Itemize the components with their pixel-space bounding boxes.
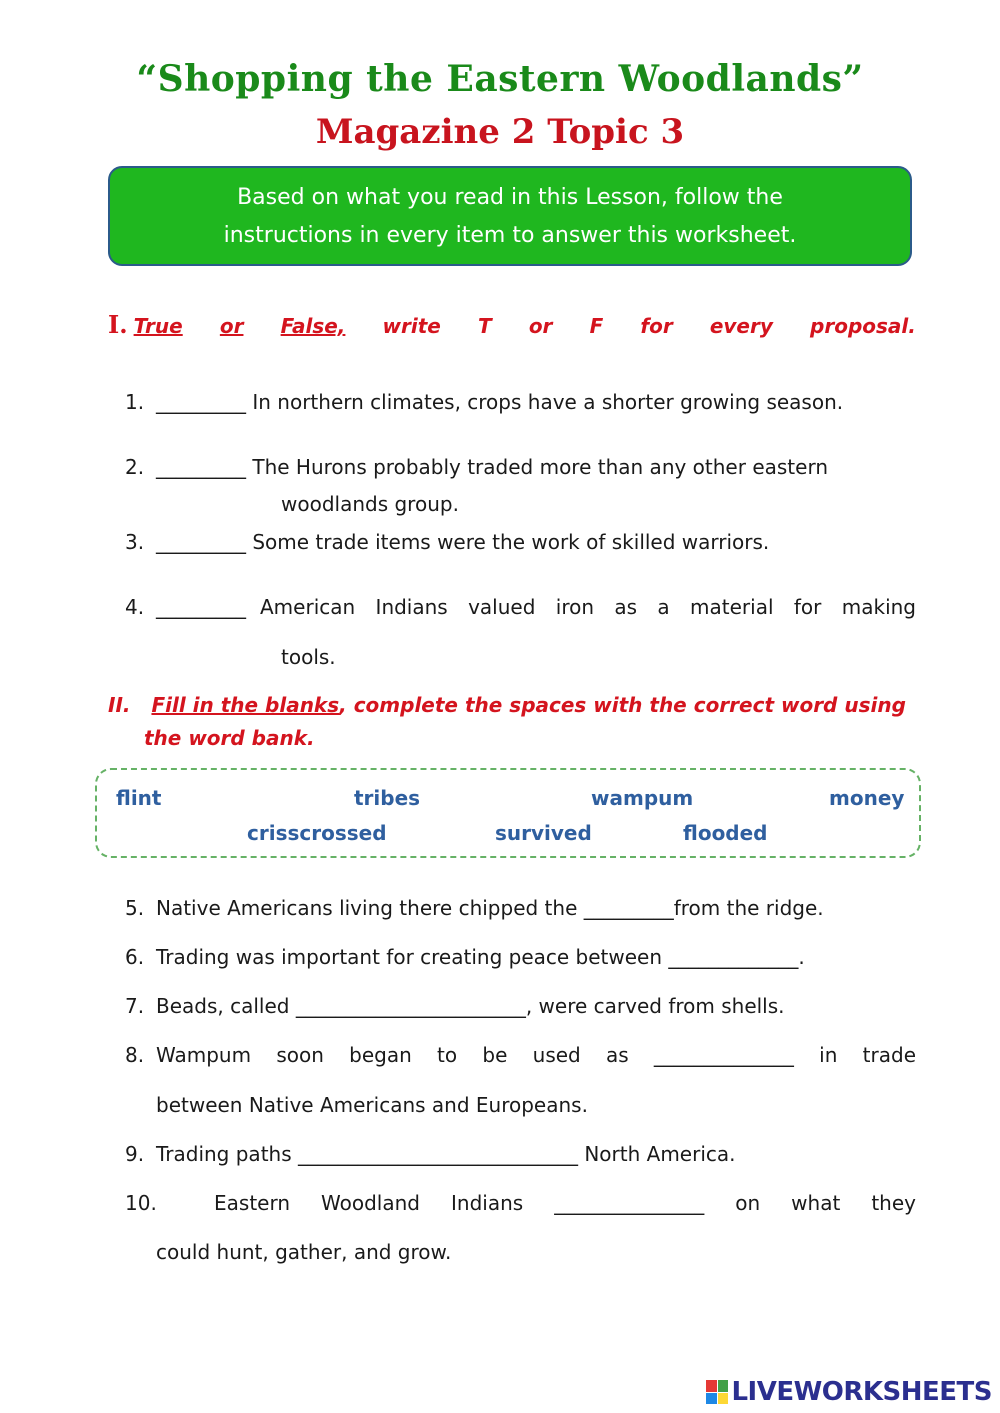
section-1-numeral: I. bbox=[108, 310, 128, 339]
instructions-box bbox=[108, 166, 912, 266]
answer-blank[interactable]: _________ bbox=[156, 530, 246, 554]
section-2-heading-line-2: the word bank. bbox=[144, 726, 315, 750]
section-1-word: F bbox=[589, 314, 604, 338]
word-bank-word: crisscrossed bbox=[247, 821, 387, 845]
section-2-heading bbox=[108, 693, 916, 717]
item-text-continued: between Native Americans and Europeans. bbox=[156, 1093, 588, 1117]
item-text-continued: tools. bbox=[281, 645, 336, 669]
item-number: 8. bbox=[125, 1043, 145, 1067]
logo-icon bbox=[706, 1380, 728, 1404]
item-text: In northern climates, crops have a shorter growing season. bbox=[252, 390, 844, 414]
item-text[interactable]: Trading was important for creating peace between _____________. bbox=[156, 945, 805, 969]
section-1-word: proposal. bbox=[810, 314, 916, 338]
section-2-numeral: II. bbox=[108, 693, 131, 717]
section-1-word: write bbox=[382, 314, 441, 338]
item-number: 1. bbox=[125, 390, 145, 414]
word-bank-word: tribes bbox=[354, 786, 421, 810]
word-bank-word: wampum bbox=[591, 786, 694, 810]
item-number: 7. bbox=[125, 994, 145, 1018]
item-number: 2. bbox=[125, 455, 145, 479]
item-number: 10. bbox=[125, 1191, 157, 1215]
section-2-underlined: Fill in the blanks bbox=[151, 693, 340, 717]
item-number: 9. bbox=[125, 1142, 145, 1166]
item-text: The Hurons probably traded more than any other eastern bbox=[252, 455, 828, 479]
section-1-word: or bbox=[528, 314, 553, 338]
item-text[interactable]: Beads, called _______________________, were carved from shells. bbox=[156, 994, 785, 1018]
instructions-line-2: instructions in every item to answer this worksheet. bbox=[223, 223, 797, 248]
item-text-continued: woodlands group. bbox=[281, 492, 459, 516]
section-1-word: for bbox=[640, 314, 673, 338]
section-1-heading bbox=[108, 310, 916, 339]
worksheet-subtitle: Magazine 2 Topic 3 bbox=[315, 112, 685, 152]
item-text[interactable]: Trading paths ____________________________ North America. bbox=[156, 1142, 736, 1166]
item-text-continued: could hunt, gather, and grow. bbox=[156, 1240, 452, 1264]
item-text: Some trade items were the work of skilled warriors. bbox=[252, 530, 770, 554]
liveworksheets-logo bbox=[706, 1377, 992, 1407]
section-1-word: False, bbox=[280, 314, 346, 338]
item-text[interactable]: Eastern Woodland Indians _______________ on what they bbox=[214, 1191, 916, 1215]
item-number: 5. bbox=[125, 896, 145, 920]
item-text[interactable]: Wampum soon began to be used as ______________ in trade bbox=[156, 1043, 916, 1067]
instructions-line-1: Based on what you read in this Lesson, follow the bbox=[237, 185, 783, 210]
item-text[interactable]: Native Americans living there chipped the _________from the ridge. bbox=[156, 896, 824, 920]
item-number: 6. bbox=[125, 945, 145, 969]
worksheet-title: “Shopping the Eastern Woodlands” bbox=[136, 58, 864, 100]
answer-blank[interactable]: _________ bbox=[156, 390, 246, 414]
word-bank-word: flint bbox=[116, 786, 162, 810]
answer-blank[interactable]: _________ bbox=[156, 455, 246, 479]
word-bank-word: money bbox=[829, 786, 905, 810]
section-1-word: T bbox=[478, 314, 492, 338]
word-bank-word: survived bbox=[495, 821, 592, 845]
word-bank-word: flooded bbox=[683, 821, 768, 845]
item-number: 4. bbox=[125, 595, 145, 619]
logo-text: LIVEWORKSHEETS bbox=[731, 1377, 992, 1407]
section-2-rest: , complete the spaces with the correct word using bbox=[339, 693, 906, 717]
section-1-word: every bbox=[709, 314, 773, 338]
answer-blank[interactable]: _________ bbox=[156, 595, 246, 619]
item-text: American Indians valued iron as a material for making bbox=[260, 595, 916, 619]
section-1-word: True bbox=[133, 314, 183, 338]
item-number: 3. bbox=[125, 530, 145, 554]
section-1-word: or bbox=[219, 314, 244, 338]
